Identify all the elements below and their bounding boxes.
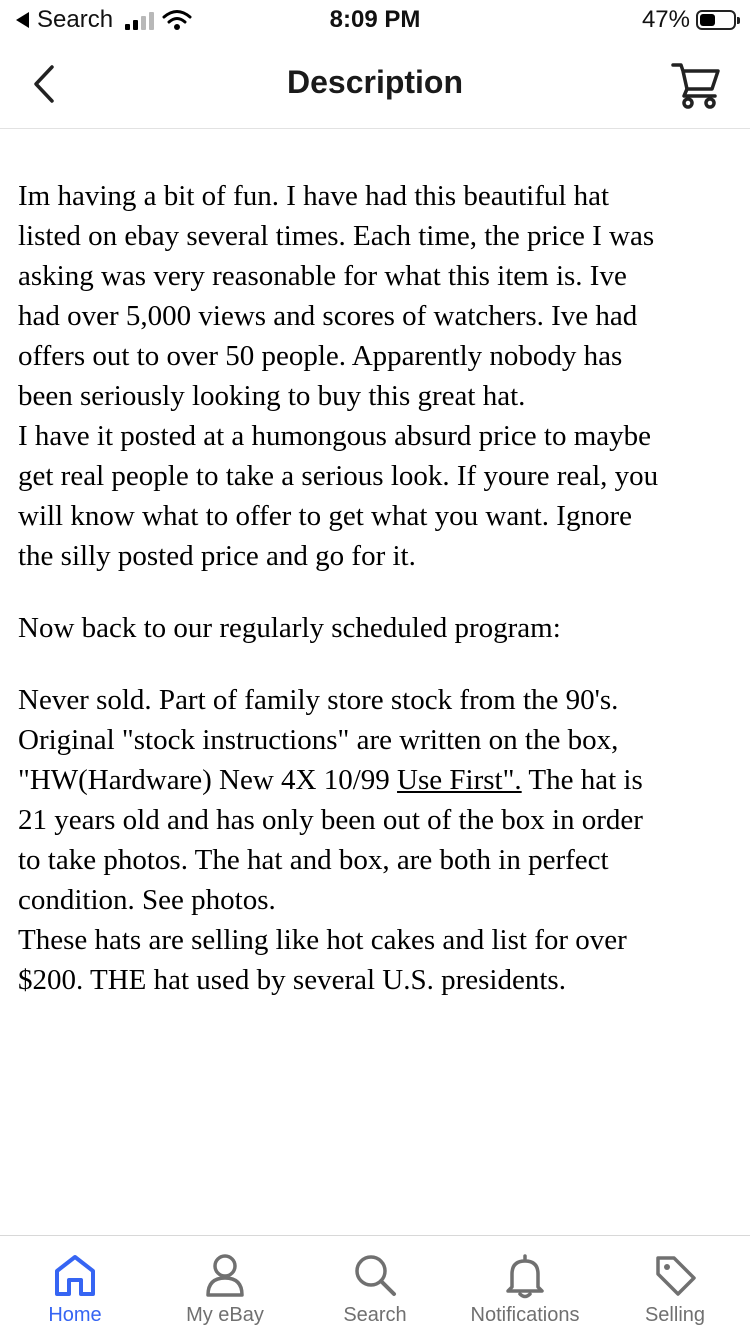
description-line: $200. THE hat used by several U.S. presidents.	[18, 964, 566, 996]
status-bar	[0, 0, 750, 40]
home-icon	[50, 1250, 100, 1300]
description-line: These hats are selling like hot cakes and list for over	[18, 924, 627, 956]
description-line: Im having a bit of fun. I have had this beautiful hat	[18, 180, 610, 212]
cart-button[interactable]	[670, 58, 724, 112]
battery-icon	[696, 10, 736, 30]
tab-my-ebay-label: My eBay	[186, 1304, 264, 1326]
cart-icon	[670, 58, 724, 112]
tag-icon	[650, 1250, 700, 1300]
item-description	[18, 176, 734, 1032]
bell-icon	[500, 1250, 550, 1300]
description-text: The hat is	[521, 764, 643, 796]
use-first-link[interactable]: Use First".	[397, 764, 522, 796]
tab-bar	[0, 1235, 750, 1334]
description-line: to take photos. The hat and box, are both in perfect	[18, 844, 609, 876]
tab-notifications-label: Notifications	[470, 1304, 580, 1326]
status-time: 8:09 PM	[329, 6, 421, 33]
description-line: been seriously looking to buy this great hat.	[18, 380, 526, 412]
back-app-label: Search	[37, 6, 114, 33]
battery-fill	[700, 14, 715, 26]
description-line: condition. See photos.	[18, 884, 276, 916]
description-line: offers out to over 50 people. Apparently nobody has	[18, 340, 623, 372]
description-line	[18, 760, 734, 800]
description-line: had over 5,000 views and scores of watchers. Ive had	[18, 300, 638, 332]
tab-search[interactable]	[300, 1236, 450, 1334]
description-line: I have it posted at a humongous absurd price to maybe	[18, 420, 652, 452]
tab-notifications[interactable]	[450, 1236, 600, 1334]
description-line: asking was very reasonable for what this item is. Ive	[18, 260, 627, 292]
person-icon	[200, 1250, 250, 1300]
description-line: Never sold. Part of family store stock from the 90's.	[18, 684, 619, 716]
search-icon	[350, 1250, 400, 1300]
description-paragraph-2: Now back to our regularly scheduled program:	[18, 612, 561, 644]
page-title: Description	[286, 64, 464, 100]
description-line: listed on ebay several times. Each time, the price I was	[18, 220, 655, 252]
description-text: "HW(Hardware) New 4X 10/99	[18, 764, 398, 796]
battery-percent: 47%	[641, 6, 690, 33]
nav-header	[0, 44, 750, 129]
tab-home[interactable]	[0, 1236, 150, 1334]
status-right	[642, 6, 736, 34]
tab-search-label: Search	[343, 1304, 407, 1326]
description-line: will know what to offer to get what you want. Ignore	[18, 500, 632, 532]
description-paragraph-3	[18, 680, 734, 1000]
description-paragraph-1	[18, 176, 734, 576]
description-line: 21 years old and has only been out of the box in order	[18, 804, 643, 836]
tab-selling[interactable]	[600, 1236, 750, 1334]
description-line: the silly posted price and go for it.	[18, 540, 416, 572]
description-line: get real people to take a serious look. If youre real, you	[18, 460, 659, 492]
battery-nub	[737, 17, 740, 24]
tab-home-label: Home	[48, 1304, 102, 1326]
tab-my-ebay[interactable]	[150, 1236, 300, 1334]
tab-selling-label: Selling	[644, 1304, 706, 1326]
description-line: Original "stock instructions" are written on the box,	[18, 724, 619, 756]
